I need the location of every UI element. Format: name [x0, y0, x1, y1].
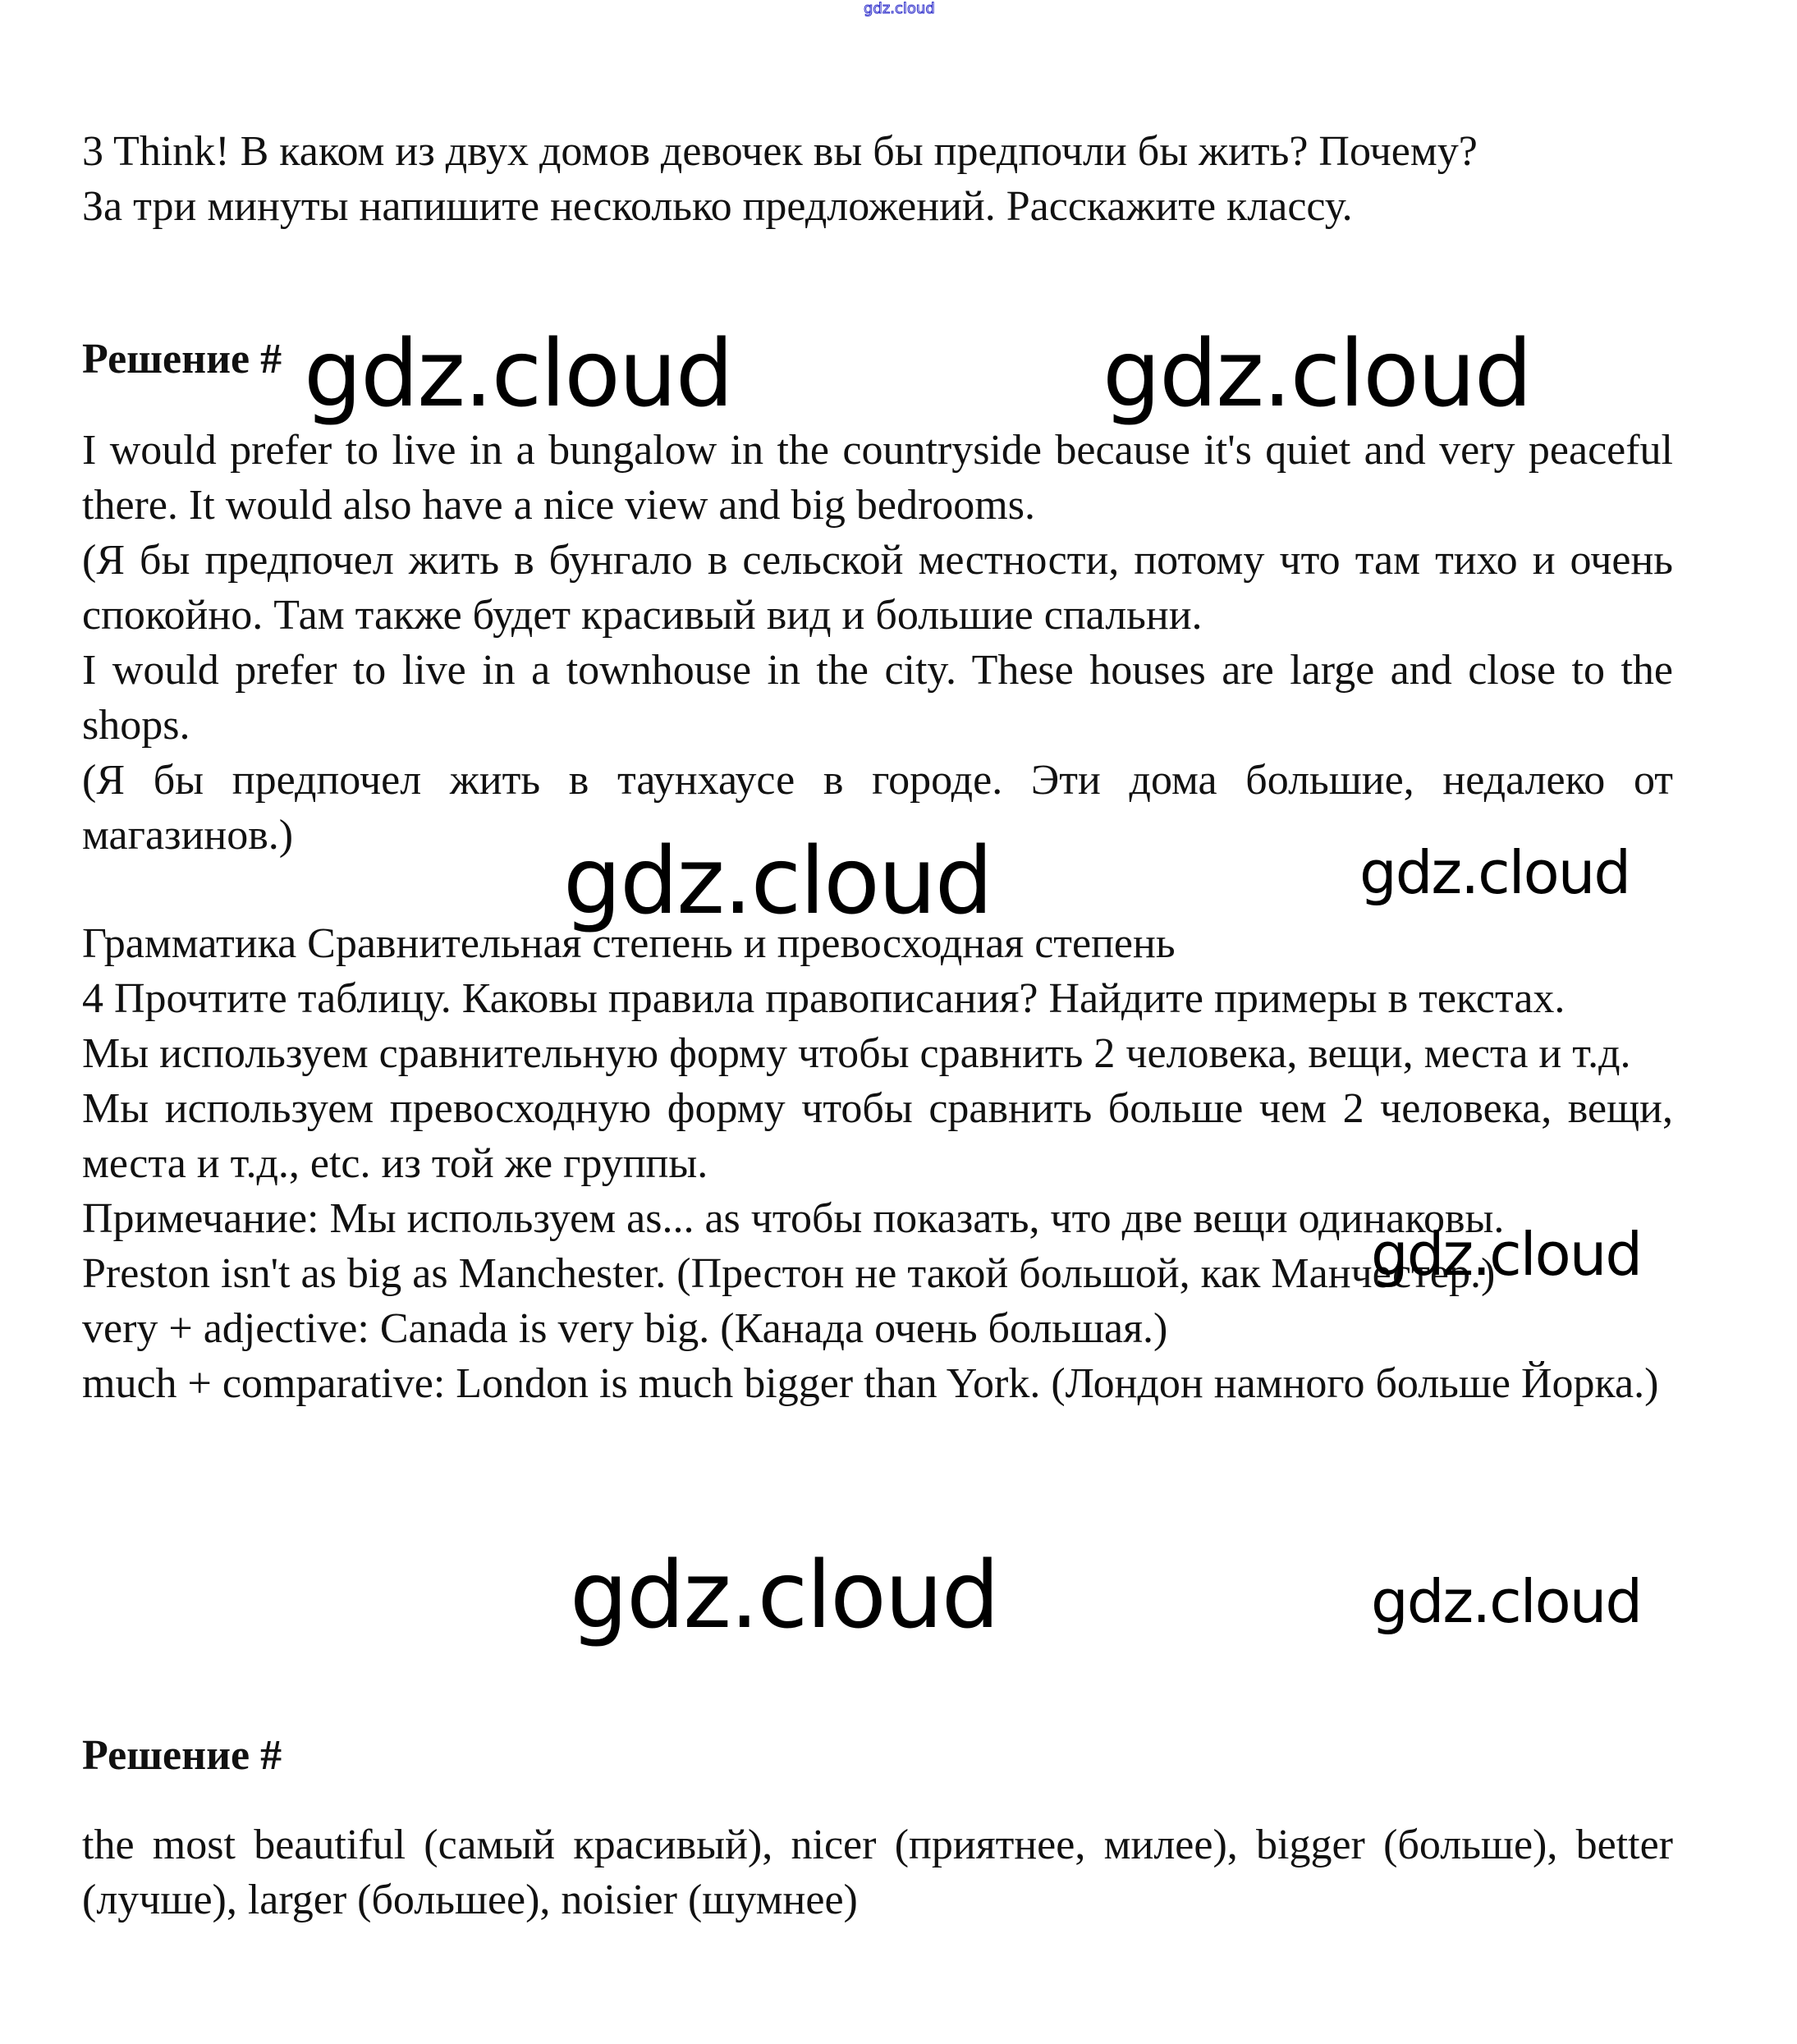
- paragraph: very + adjective: Canada is very big. (Канада очень большая.): [82, 1305, 1168, 1352]
- paragraph: much + comparative: London is much bigger than York. (Лондон намного больше Йорка.): [82, 1360, 1659, 1407]
- paragraph: I would prefer to live in a townhouse in the city. These houses are large and close to the shops.: [82, 647, 1673, 749]
- solution-heading: Решение #: [82, 336, 282, 383]
- grammar-title: Грамматика Сравнительная степень и превосходная степень: [82, 920, 1176, 967]
- paragraph: the most beautiful (самый красивый), nicer (приятнее, милее), bigger (больше), better (лучше), larger (большее), noisier (шумнее): [82, 1822, 1673, 1923]
- grammar-section: [82, 916, 1673, 1411]
- paragraph: I would prefer to live in a bungalow in the countryside because it's quiet and very peaceful there. It would also have a nice view and big bedrooms.: [82, 427, 1673, 529]
- paragraph: Мы используем превосходную форму чтобы сравнить больше чем 2 человека, вещи, места и т.д., etc. из той же группы.: [82, 1085, 1673, 1187]
- task-3: [82, 124, 1673, 234]
- paragraph: 4 Прочтите таблицу. Каковы правила правописания? Найдите примеры в текстах.: [82, 975, 1565, 1022]
- paragraph: Preston isn't as big as Manchester. (Престон не такой большой, как Манчестер.): [82, 1250, 1496, 1297]
- watermark: gdz.cloud: [1102, 321, 1531, 428]
- solution-heading-2: Решение #: [82, 1732, 282, 1779]
- solution-4: [82, 1817, 1673, 1927]
- watermark-top: gdz.cloud: [864, 0, 935, 17]
- paragraph: (Я бы предпочел жить в бунгало в сельской местности, потому что там тихо и очень спокойно. Там также будет красивый вид и большие спальни.: [82, 537, 1673, 639]
- paragraph: Примечание: Мы используем as... as чтобы показать, что две вещи одинаковы.: [82, 1195, 1505, 1242]
- watermark: gdz.cloud: [1371, 1567, 1642, 1636]
- solution-3: [82, 423, 1673, 863]
- watermark: gdz.cloud: [1371, 1220, 1642, 1289]
- task-3-line: 3 Think! В каком из двух домов девочек вы бы предпочли бы жить? Почему?: [82, 128, 1478, 175]
- watermark: gdz.cloud: [570, 1542, 998, 1649]
- watermark: gdz.cloud: [563, 828, 992, 935]
- watermark: gdz.cloud: [304, 321, 732, 428]
- task-3-line: За три минуты напишите несколько предложений. Расскажите классу.: [82, 183, 1353, 230]
- paragraph: (Я бы предпочел жить в таунхаусе в городе. Эти дома большие, недалеко от магазинов.): [82, 757, 1673, 859]
- watermark: gdz.cloud: [1359, 838, 1630, 907]
- paragraph: Мы используем сравнительную форму чтобы сравнить 2 человека, вещи, места и т.д.: [82, 1030, 1631, 1077]
